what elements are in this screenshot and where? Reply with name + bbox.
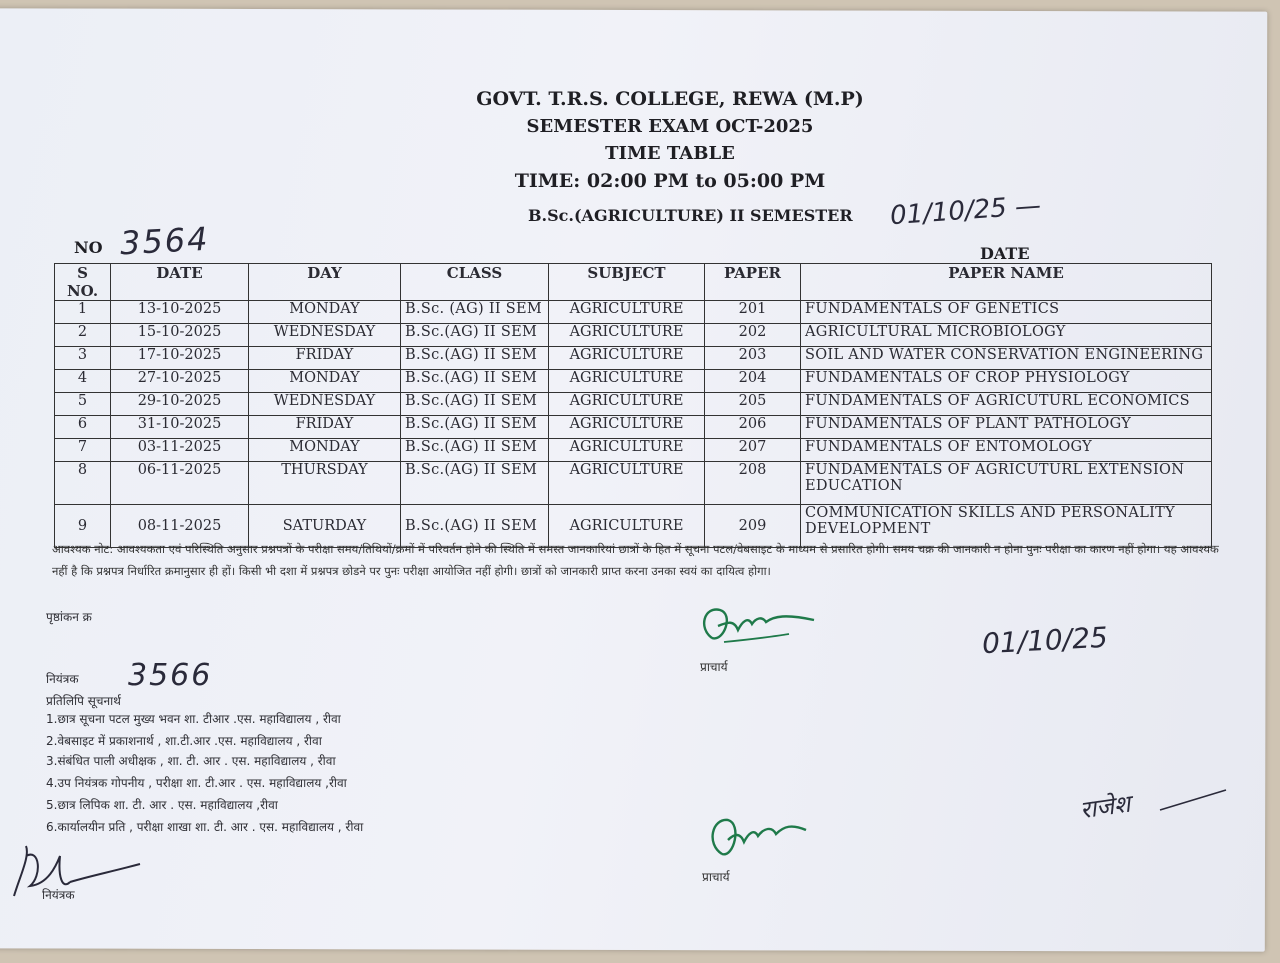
cell-subject: AGRICULTURE (549, 347, 705, 370)
table-row (55, 301, 1212, 324)
copy-list-item: 5.छात्र लिपिक शा. टी. आर . एस. महाविद्यालय ,रीवा (46, 798, 278, 812)
cell-paper: 208 (705, 462, 801, 505)
exam-time: TIME: 02:00 PM to 05:00 PM (514, 170, 826, 192)
cell-subject: AGRICULTURE (549, 439, 705, 462)
cell-paper-name: SOIL AND WATER CONSERVATION ENGINEERING (801, 347, 1212, 370)
cell-sno: 1 (55, 301, 111, 324)
cell-sno: 9 (55, 505, 111, 548)
cell-paper-name: FUNDAMENTALS OF AGRICUTURL EXTENSION EDUCATION (801, 462, 1212, 505)
cell-paper: 204 (705, 370, 801, 393)
copy-list-item: 4.उप नियंत्रक गोपनीय , परीक्षा शा. टी.आर . एस. महाविद्यालय ,रीवा (46, 776, 347, 790)
timetable (54, 263, 1212, 548)
cell-paper-name: AGRICULTURAL MICROBIOLOGY (801, 324, 1212, 347)
cell-subject: AGRICULTURE (549, 393, 705, 416)
principal-signature (694, 598, 824, 658)
cell-day: FRIDAY (249, 347, 401, 370)
copy-list-item: 6.कार्यालयीन प्रति , परीक्षा शाखा शा. टी. आर . एस. महाविद्यालय , रीवा (46, 820, 364, 834)
endorsement-label: पृष्ठांकन क्र (46, 610, 92, 624)
cell-class: B.Sc. (AG) II SEM (401, 301, 549, 324)
cell-day: THURSDAY (249, 462, 401, 505)
course-name: B.Sc.(AGRICULTURE) II SEMESTER (528, 206, 853, 225)
col-header-date: DATE (111, 264, 249, 301)
cell-paper-name: FUNDAMENTALS OF GENETICS (801, 301, 1212, 324)
table-row (55, 393, 1212, 416)
cell-day: FRIDAY (249, 416, 401, 439)
cell-class: B.Sc.(AG) II SEM (401, 505, 549, 548)
cell-date: 31-10-2025 (111, 416, 249, 439)
cell-date: 27-10-2025 (111, 370, 249, 393)
table-row (55, 439, 1212, 462)
cell-paper: 209 (705, 505, 801, 548)
cell-sno: 7 (55, 439, 111, 462)
table-row (55, 324, 1212, 347)
cell-date: 13-10-2025 (111, 301, 249, 324)
cell-day: SATURDAY (249, 505, 401, 548)
cell-date: 29-10-2025 (111, 393, 249, 416)
date-label: DATE (980, 244, 1030, 263)
cell-class: B.Sc.(AG) II SEM (401, 439, 549, 462)
copy-list-item: 3.संबंधित पाली अधीक्षक , शा. टी. आर . एस. महाविद्यालय , रीवा (46, 754, 336, 768)
cell-class: B.Sc.(AG) II SEM (401, 324, 549, 347)
cell-day: WEDNESDAY (249, 324, 401, 347)
cell-sno: 2 (55, 324, 111, 347)
cell-day: WEDNESDAY (249, 393, 401, 416)
cell-sno: 3 (55, 347, 111, 370)
principal-signature-2 (702, 806, 812, 866)
cell-paper: 203 (705, 347, 801, 370)
cell-day: MONDAY (249, 370, 401, 393)
cell-sno: 4 (55, 370, 111, 393)
number-label: NO (74, 238, 103, 257)
cell-day: MONDAY (249, 301, 401, 324)
cell-paper-name: FUNDAMENTALS OF ENTOMOLOGY (801, 439, 1212, 462)
copy-to-label: प्रतिलिपि सूचनार्थ (46, 694, 121, 708)
cell-date: 17-10-2025 (111, 347, 249, 370)
handwritten-sign-date: 01/10/25 (981, 620, 1109, 661)
table-row (55, 347, 1212, 370)
cell-paper: 205 (705, 393, 801, 416)
cell-sno: 5 (55, 393, 111, 416)
cell-paper: 202 (705, 324, 801, 347)
table-header-row (55, 264, 1212, 301)
principal-label-2: प्राचार्य (702, 870, 730, 884)
cell-class: B.Sc.(AG) II SEM (401, 462, 549, 505)
cell-subject: AGRICULTURE (549, 505, 705, 548)
handwritten-copy-number: 3566 (128, 658, 213, 693)
cell-paper: 207 (705, 439, 801, 462)
col-header-paper-name: PAPER NAME (801, 264, 1212, 301)
cell-class: B.Sc.(AG) II SEM (401, 347, 549, 370)
cell-sno: 6 (55, 416, 111, 439)
col-header-sno: S NO. (55, 264, 111, 301)
cell-paper: 201 (705, 301, 801, 324)
table-row (55, 370, 1212, 393)
table-row (55, 462, 1212, 505)
exam-title: SEMESTER EXAM OCT-2025 (526, 116, 814, 137)
cell-date: 06-11-2025 (111, 462, 249, 505)
handwritten-number: 3564 (119, 219, 211, 263)
cell-class: B.Sc.(AG) II SEM (401, 370, 549, 393)
controller-label-2: नियंत्रक (42, 888, 75, 902)
col-header-subject: SUBJECT (549, 264, 705, 301)
handwritten-date: 01/10/25 — (889, 190, 1042, 232)
cell-paper-name: COMMUNICATION SKILLS AND PERSONALITY DEVELOPMENT (801, 505, 1212, 548)
table-row (55, 416, 1212, 439)
col-header-paper: PAPER (705, 264, 801, 301)
cell-day: MONDAY (249, 439, 401, 462)
cell-class: B.Sc.(AG) II SEM (401, 393, 549, 416)
cell-paper: 206 (705, 416, 801, 439)
copy-list-item: 2.वेबसाइट में प्रकाशनार्थ , शा.टी.आर .एस. महाविद्यालय , रीवा (46, 734, 322, 748)
principal-label: प्राचार्य (700, 660, 728, 674)
cell-sno: 8 (55, 462, 111, 505)
cell-subject: AGRICULTURE (549, 462, 705, 505)
cell-subject: AGRICULTURE (549, 370, 705, 393)
cell-date: 03-11-2025 (111, 439, 249, 462)
col-header-class: CLASS (401, 264, 549, 301)
cell-paper-name: FUNDAMENTALS OF AGRICUTURL ECONOMICS (801, 393, 1212, 416)
cell-subject: AGRICULTURE (549, 324, 705, 347)
clerk-signature: राजेश (1078, 789, 1132, 825)
clerk-signature-stroke (1070, 780, 1230, 830)
important-note: आवश्यक नोट: आवश्यकता एवं परिस्थिति अनुसार प्रश्नपत्रों के परीक्षा समय/तिथियों/क्रमों में परिवर्तन होने की स्थिति में समस्त जानकारियां छात्रों के हित में सूचना पटल/वेबसाइट के माध्यम से प्रसारित होगी। समय चक्र की जानकारी न होना पुनः परीक्षा का कारण नहीं होगा। यह आवश्यक नहीं है कि प्रश्नपत्र निर्धारित क्रमानुसार ही हों। किसी भी दशा में प्रश्नपत्र छोडने पर पुनः परीक्षा आयोजित नहीं होगी। छात्रों को जानकारी प्राप्त करना उनका स्वयं का दायित्व होगा। (52, 542, 1219, 578)
cell-subject: AGRICULTURE (549, 301, 705, 324)
col-header-day: DAY (249, 264, 401, 301)
cell-date: 15-10-2025 (111, 324, 249, 347)
controller-label: नियंत्रक (46, 672, 79, 686)
cell-date: 08-11-2025 (111, 505, 249, 548)
cell-paper-name: FUNDAMENTALS OF CROP PHYSIOLOGY (801, 370, 1212, 393)
college-name: GOVT. T.R.S. COLLEGE, REWA (M.P) (476, 88, 864, 110)
copy-list-item: 1.छात्र सूचना पटल मुख्य भवन शा. टीआर .एस. महाविद्यालय , रीवा (46, 712, 341, 726)
cell-subject: AGRICULTURE (549, 416, 705, 439)
doc-title: TIME TABLE (605, 143, 735, 164)
cell-paper-name: FUNDAMENTALS OF PLANT PATHOLOGY (801, 416, 1212, 439)
controller-signature (0, 836, 150, 906)
cell-class: B.Sc.(AG) II SEM (401, 416, 549, 439)
